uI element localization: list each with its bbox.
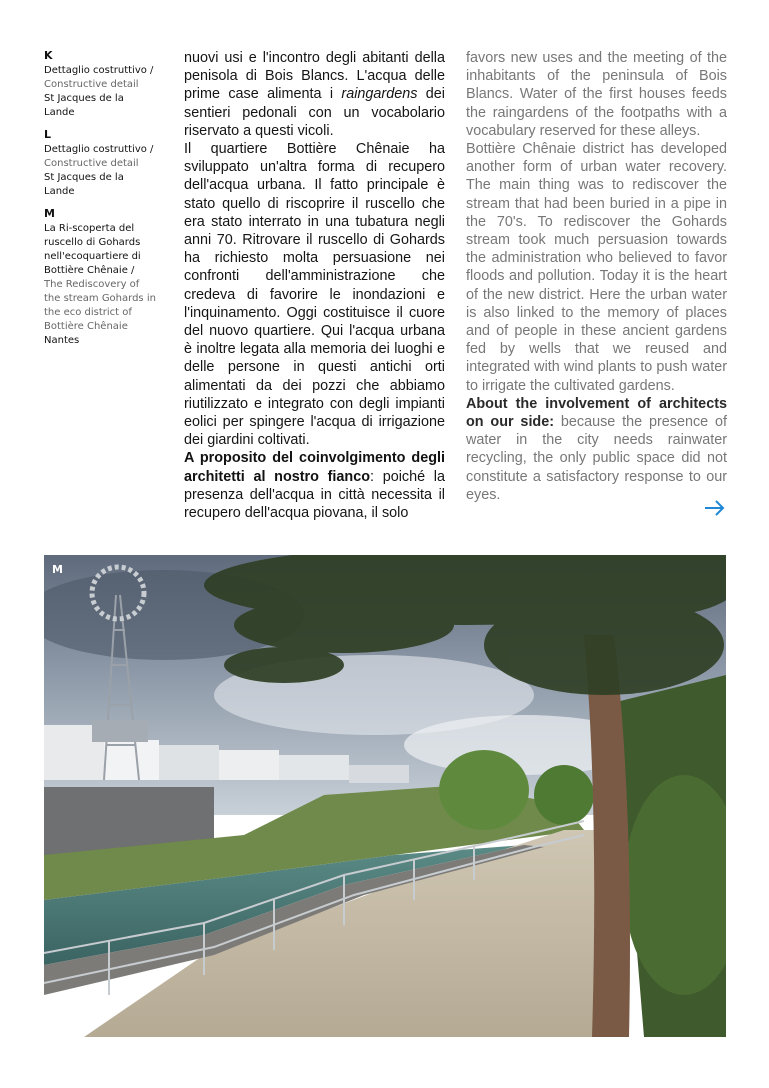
photo-gohards-stream — [44, 555, 726, 1037]
italian-p1-text-end: dei sentieri pedonali con un vocabolario riservato a questi vicoli. — [184, 86, 446, 139]
caption-english: The Rediscovery of the stream Gohards in the eco district of Bottière Chênaie — [44, 279, 156, 332]
caption-k — [44, 49, 156, 120]
italian-paragraph-2: Il quartiere Bottière Chênaie ha sviluppato un'altra forma di recupero dell'acqua urbana. Il fatto principale è stato quello di riscoprire il ruscello che era stato interrato in una tubatura negli anni 70. Ritrovare il ruscello di Gohards ha richiesto molta persuasione nei confronti dell'amministrazione che credeva di favorire le inondazioni e l'inquinamento. Oggi costituisce il cuore del nuovo quartiere. Qui l'acqua urbana è inoltre legata alla memoria dei luoghi e delle persone in questi antichi orti alimentati da dei pozzi che abbiamo riutilizzato e integrato con degli impianti eolici per spingere l'acqua di irrigazione dei giardini coltivati. — [184, 141, 445, 449]
english-paragraph-2: Bottière Chênaie district has developed another form of urban water recovery. The main thing was to rediscover the stream that had been buried in a pipe in the 70's. To rediscover the Gohards stream took much persuasion towards the administration who believed to favor floods and pollution. Today it is the heart of the new district. Here the urban water is also linked to the memory of places and of people in these ancient gardens fed by wells that we reused and integrated with wind plants to push water to irrigate the cultivated gardens. — [466, 141, 727, 394]
italian-subheading: A proposito del coinvolgimento degli architetti al nostro fianco — [184, 450, 445, 485]
caption-l — [44, 128, 156, 199]
italian-paragraph-3 — [184, 449, 445, 522]
caption-letter: M — [44, 207, 55, 220]
caption-letter: L — [44, 128, 52, 141]
caption-italian: La Ri-scoperta del ruscello di Gohards nell'ecoquartiere di Bottière Chênaie / — [44, 223, 141, 276]
english-subheading: About the involvement of architects on our side: — [466, 395, 727, 431]
arrow-right-icon[interactable] — [704, 497, 726, 519]
english-text-column — [466, 49, 727, 504]
caption-place: St Jacques de la Lande — [44, 172, 124, 197]
caption-italian: Dettaglio costruttivo / — [44, 65, 154, 76]
caption-italian: Dettaglio costruttivo / — [44, 144, 154, 155]
photo-illustration — [44, 555, 726, 1037]
italian-paragraph-1 — [184, 49, 445, 140]
italian-text-column — [184, 49, 445, 522]
photo-label: M — [52, 563, 63, 576]
english-paragraph-3 — [466, 395, 727, 504]
caption-letter: K — [44, 49, 53, 62]
italian-p1-text: nuovi usi e l'incontro degli abitanti della penisola di Bois Blancs. L'acqua delle prime case alimenta i — [184, 50, 445, 103]
english-paragraph-1: favors new uses and the meeting of the inhabitants of the peninsula of Bois Blancs. Water of the first houses feeds the raingardens of the footpaths with a vocabulary reserved for these alleys. — [466, 50, 727, 139]
caption-place: St Jacques de la Lande — [44, 93, 124, 118]
italian-raingardens-term: raingardens — [341, 86, 418, 103]
caption-m — [44, 207, 156, 348]
caption-english: Constructive detail — [44, 158, 139, 169]
english-p3-text: because the presence of water in the city needs rainwater recycling, the only public space did not constitute a satisfactory response to our eyes. — [466, 414, 727, 503]
caption-english: Constructive detail — [44, 79, 139, 90]
caption-column — [44, 49, 156, 356]
italian-p3-text: : poiché la presenza dell'acqua in città necessita il recupero dell'acqua piovana, il solo — [184, 468, 445, 522]
caption-place: Nantes — [44, 335, 80, 346]
